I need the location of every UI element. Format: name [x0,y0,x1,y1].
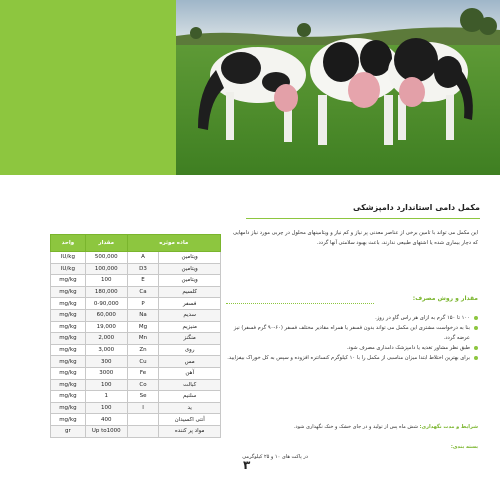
table-row [51,402,221,414]
table-body [51,252,221,438]
table-row [51,344,221,356]
list-item: طبق نظر مشاور تغذیه یا دامپزشک دامداری مصرف شود. [226,343,478,353]
unit-cell: mg/kg [51,321,86,333]
table-header-row [51,235,221,252]
unit-cell: mg/kg [51,356,86,368]
symbol-cell [127,425,159,437]
name-cell: سدیم [159,309,221,321]
unit-cell: IU/kg [51,263,86,275]
usage-heading: مقدار و روش مصرف: [412,295,478,302]
table-row [51,333,221,345]
unit-cell: IU/kg [51,252,86,264]
symbol-cell: E [127,275,159,287]
amount-cell: 3000 [85,367,127,379]
name-cell: ویتامین [159,275,221,287]
name-cell: ید [159,402,221,414]
unit-cell: mg/kg [51,367,86,379]
symbol-cell: Mg [127,321,159,333]
symbol-cell: Ca [127,286,159,298]
table-row [51,414,221,426]
ingredient-column-header: ماده موثره [127,235,220,252]
symbol-cell: P [127,298,159,310]
usage-list [226,313,478,363]
name-cell: روی [159,344,221,356]
name-cell: منیزیم [159,321,221,333]
symbol-cell: D3 [127,263,159,275]
storage-line [226,424,478,430]
list-item: ۱۰۰ تا ۱۵۰ گرم به ازای هر راس گاو در روز. [226,313,478,323]
symbol-cell: Fe [127,367,159,379]
table-row [51,309,221,321]
name-cell: مس [159,356,221,368]
nutrient-table [50,234,221,438]
table-row [51,298,221,310]
unit-cell: mg/kg [51,286,86,298]
amount-cell: 60,000 [85,309,127,321]
table-row [51,275,221,287]
symbol-cell: Co [127,379,159,391]
unit-cell: mg/kg [51,379,86,391]
intro-paragraph: این مکمل می تواند با تامین برخی از عناصر معدنی پر نیاز و کم نیاز و ویتامینهای محلول در چربی مورد نیاز دامهایی که دچار بیماری شده یا اشتهای طبیعی ندارند، باعث بهبود سلامتی آنها گردد. [233,230,478,246]
unit-cell: mg/kg [51,344,86,356]
table-row [51,321,221,333]
unit-cell: mg/kg [51,298,86,310]
table-row [51,263,221,275]
storage-label: شرایط و مدت نگهداری: [419,424,478,430]
table-row [51,367,221,379]
amount-cell: 19,000 [85,321,127,333]
amount-cell: Up to1000 [85,425,127,437]
table-row [51,356,221,368]
green-color-block [0,0,176,175]
unit-cell: mg/kg [51,391,86,403]
amount-cell: 3,000 [85,344,127,356]
unit-cell: mg/kg [51,275,86,287]
amount-cell: 180,000 [85,286,127,298]
symbol-cell: Na [127,309,159,321]
symbol-cell: I [127,402,159,414]
usage-heading-divider [226,303,374,305]
unit-cell: mg/kg [51,402,86,414]
amount-column-header: مقدار [85,235,127,252]
page-title: مکمل دامی استاندارد دامپزشکی [353,203,480,212]
unit-cell: mg/kg [51,333,86,345]
name-cell: آنتی اکسیدان [159,414,221,426]
packaging-line [226,444,478,460]
list-item: بنا به درخواست مشتری این مکمل می تواند بدون فسفر یا همراه مقادیر مختلف فسفر (۶۰-۹۰ گرم فسفر) نیز عرضه گردد. [226,323,478,343]
amount-cell: 300 [85,356,127,368]
amount-cell: 1 [85,391,127,403]
symbol-cell: Zn [127,344,159,356]
unit-cell: mg/kg [51,414,86,426]
table-row [51,252,221,264]
amount-cell: 100 [85,379,127,391]
table-row [51,425,221,437]
symbol-cell: Cu [127,356,159,368]
amount-cell: 2,000 [85,333,127,345]
page-number: ۳ [243,458,251,472]
name-cell: سلنیم [159,391,221,403]
name-cell: ویتامین [159,252,221,264]
unit-column-header: واحد [51,235,86,252]
amount-cell: 100 [85,275,127,287]
name-cell: کبالت [159,379,221,391]
symbol-cell [127,414,159,426]
packaging-label: بسته بندی: [450,444,478,450]
title-underline [246,218,480,219]
name-cell: ویتامین [159,263,221,275]
cows-grazing-image [176,0,500,175]
amount-cell: 500,000 [85,252,127,264]
name-cell: کلسیم [159,286,221,298]
amount-cell: 400 [85,414,127,426]
amount-cell: 100,000 [85,263,127,275]
table-row [51,391,221,403]
name-cell: آهن [159,367,221,379]
name-cell: مواد پر کننده [159,425,221,437]
symbol-cell: Se [127,391,159,403]
unit-cell: mg/kg [51,309,86,321]
symbol-cell: A [127,252,159,264]
amount-cell: 0-90,000 [85,298,127,310]
packaging-text: در پاکت های ۱۰ و ۲۵ کیلوگرمی [242,454,308,460]
symbol-cell: Mn [127,333,159,345]
name-cell: فسفر [159,298,221,310]
amount-cell: 100 [85,402,127,414]
unit-cell: gr [51,425,86,437]
table-row [51,286,221,298]
table-row [51,379,221,391]
list-item: برای بهترین اختلاط ابتدا میزان مناسبی از مکمل را با ۱۰ کیلوگرم کنسانتره افزوده و سپس به کل خوراک بیفزایید. [226,353,478,363]
storage-text: شش ماه پس از تولید و در جای خشک و خنک نگهداری شود. [293,424,418,430]
name-cell: منگنز [159,333,221,345]
